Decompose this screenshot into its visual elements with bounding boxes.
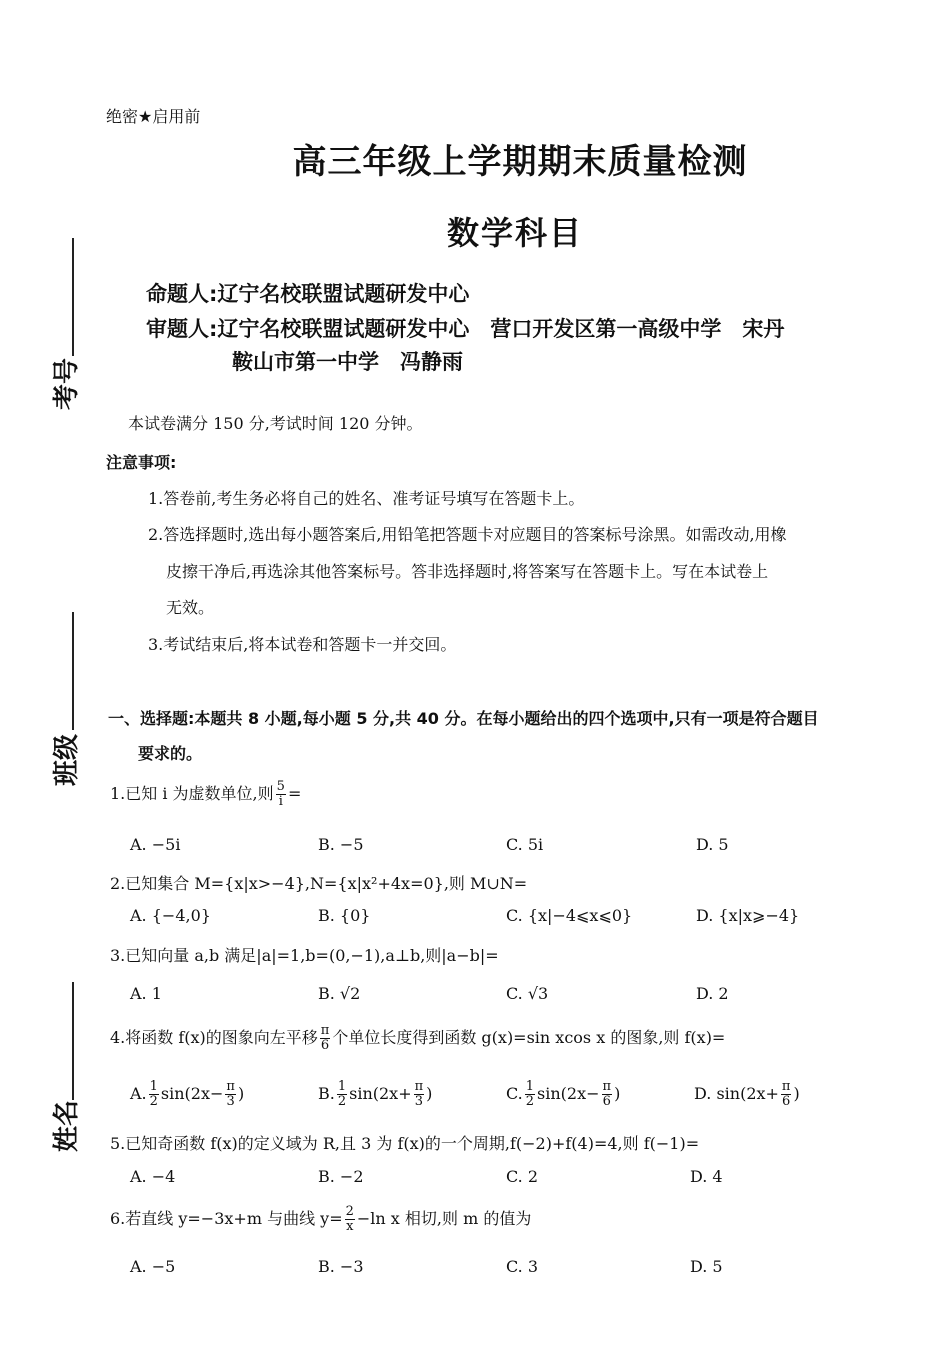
q2-option-b: B. {0} xyxy=(318,906,371,925)
notice-item-3: 3.考试结束后,将本试卷和答题卡一并交回。 xyxy=(148,635,457,654)
q4-c-body: sin(2x− xyxy=(537,1084,600,1103)
exam-no-label: 考号 xyxy=(52,357,82,410)
q4-a-letter: A. xyxy=(130,1084,147,1103)
confidential-mark: 绝密★启用前 xyxy=(106,107,201,126)
q4-option-d xyxy=(694,1080,800,1109)
q5-option-c: C. 2 xyxy=(506,1167,539,1186)
q4-b-letter: B. xyxy=(318,1084,335,1103)
q3-option-c: C. √3 xyxy=(506,984,549,1003)
exam-no-line xyxy=(72,238,74,356)
q1-option-b: B. −5 xyxy=(318,835,364,854)
q4-c-letter: C. xyxy=(506,1084,523,1103)
q4-c-phase-den: 6 xyxy=(602,1094,611,1109)
q4-b-close: ) xyxy=(426,1084,433,1103)
reviewer-label: 审题人: xyxy=(146,317,218,341)
q1-num: 5 xyxy=(276,779,285,794)
q4-c-phase xyxy=(602,1080,613,1109)
q2-option-c: C. {x|−4⩽x⩽0} xyxy=(506,906,633,925)
q4-c-coef-den: 2 xyxy=(525,1094,535,1109)
q4-c-coef xyxy=(525,1080,535,1109)
q4-b-phase xyxy=(414,1080,425,1109)
q6-num: 2 xyxy=(345,1204,354,1219)
q4-c-phase-num: π xyxy=(602,1079,612,1094)
q3-option-a: A. 1 xyxy=(130,984,162,1003)
section-heading: 一、选择题:本题共 8 小题,每小题 5 分,共 40 分。在每小题给出的四个选项中,只有一项是符合题目 xyxy=(108,709,819,728)
reviewer-value: 辽宁名校联盟试题研发中心 营口开发区第一高级中学 宋丹 xyxy=(217,317,785,341)
setter-label: 命题人: xyxy=(146,282,218,306)
notice-title: 注意事项: xyxy=(106,453,177,472)
q4-a-coef-den: 2 xyxy=(149,1094,158,1109)
q4-b-coef-den: 2 xyxy=(337,1094,347,1109)
q4-option-c xyxy=(506,1080,620,1109)
q6-option-a: A. −5 xyxy=(130,1257,176,1276)
q1-option-d: D. 5 xyxy=(696,835,729,854)
q6-stem: 6.若直线 y=−3x+m 与曲线 y= xyxy=(110,1209,343,1228)
q3-option-d: D. 2 xyxy=(696,984,729,1003)
q4-b-coef xyxy=(337,1080,347,1109)
q5-option-b: B. −2 xyxy=(318,1167,364,1186)
q1-option-a: A. −5i xyxy=(130,835,181,854)
question-6 xyxy=(110,1205,531,1234)
q4-b-phase-den: 3 xyxy=(414,1094,424,1109)
question-4 xyxy=(110,1024,725,1053)
q6-fraction xyxy=(345,1205,355,1234)
q4-c-close: ) xyxy=(614,1084,621,1103)
exam-subject: 数学科目 xyxy=(446,214,583,252)
q4-a-coef xyxy=(149,1080,159,1109)
q6-stem-end: −ln x 相切,则 m 的值为 xyxy=(356,1209,532,1228)
q1-eq: = xyxy=(287,784,302,803)
q4-a-phase xyxy=(225,1080,236,1109)
reviewer-line xyxy=(146,313,784,343)
q4-den: 6 xyxy=(320,1038,330,1053)
q1-fraction xyxy=(276,780,286,809)
q4-fraction xyxy=(320,1024,331,1053)
q4-a-coef-num: 1 xyxy=(149,1079,158,1094)
question-1 xyxy=(110,780,301,809)
q2-option-a: A. {−4,0} xyxy=(130,906,211,925)
notice-item-2-cont: 皮擦干净后,再选涂其他答案标号。答非选择题时,将答案写在答题卡上。写在本试卷上 xyxy=(166,562,769,581)
q4-d-phase xyxy=(781,1080,792,1109)
question-5: 5.已知奇函数 f(x)的定义域为 R,且 3 为 f(x)的一个周期,f(−2)+f(4)=4,则 f(−1)= xyxy=(110,1134,700,1153)
q4-d-close: ) xyxy=(793,1084,800,1103)
notice-item-2: 2.答选择题时,选出每小题答案后,用铅笔把答题卡对应题目的答案标号涂黑。如需改动,用橡 xyxy=(148,525,787,544)
setter-line xyxy=(146,278,469,308)
q1-stem: 1.已知 i 为虚数单位,则 xyxy=(110,784,274,803)
q1-option-c: C. 5i xyxy=(506,835,544,854)
q4-a-body: sin(2x− xyxy=(160,1084,224,1103)
q5-option-d: D. 4 xyxy=(690,1167,723,1186)
exam-title: 高三年级上学期期末质量检测 xyxy=(292,142,748,182)
q4-b-body: sin(2x+ xyxy=(349,1084,412,1103)
q4-d-phase-num: π xyxy=(781,1079,791,1094)
q4-d-phase-den: 6 xyxy=(782,1094,791,1109)
q4-d-letter: D. xyxy=(694,1084,712,1103)
q4-a-phase-den: 3 xyxy=(226,1094,235,1109)
q4-b-coef-num: 1 xyxy=(337,1079,347,1094)
q6-option-c: C. 3 xyxy=(506,1257,539,1276)
q2-option-d: D. {x|x⩾−4} xyxy=(696,906,800,925)
q4-a-close: ) xyxy=(237,1084,245,1103)
q4-stem: 4.将函数 f(x)的图象向左平移 xyxy=(110,1028,318,1047)
question-2: 2.已知集合 M={x|x>−4},N={x|x²+4x=0},则 M∪N= xyxy=(110,874,528,893)
reviewer-line-2: 鞍山市第一中学 冯静雨 xyxy=(232,350,463,374)
q4-c-coef-num: 1 xyxy=(525,1079,535,1094)
q4-b-phase-num: π xyxy=(414,1079,424,1094)
q4-option-b xyxy=(318,1080,432,1109)
name-line xyxy=(72,982,74,1100)
exam-intro: 本试卷满分 150 分,考试时间 120 分钟。 xyxy=(128,414,423,433)
class-line xyxy=(72,612,74,730)
q6-den: x xyxy=(346,1219,354,1234)
class-label: 班级 xyxy=(52,733,82,786)
setter-value: 辽宁名校联盟试题研发中心 xyxy=(217,282,470,306)
q5-option-a: A. −4 xyxy=(130,1167,176,1186)
q3-option-b: B. √2 xyxy=(318,984,361,1003)
section-heading-cont: 要求的。 xyxy=(138,744,203,763)
q6-option-d: D. 5 xyxy=(690,1257,723,1276)
q4-d-body: sin(2x+ xyxy=(716,1084,779,1103)
q4-stem-end: 个单位长度得到函数 g(x)=sin xcos x 的图象,则 f(x)= xyxy=(332,1028,726,1047)
q1-den: i xyxy=(278,794,283,809)
q4-a-phase-num: π xyxy=(226,1079,235,1094)
question-3: 3.已知向量 a,b 满足|a|=1,b=(0,−1),a⊥b,则|a−b|= xyxy=(110,946,499,965)
notice-item-1: 1.答卷前,考生务必将自己的姓名、准考证号填写在答题卡上。 xyxy=(148,489,585,508)
q4-num: π xyxy=(320,1023,330,1038)
q4-option-a xyxy=(130,1080,244,1109)
q6-option-b: B. −3 xyxy=(318,1257,364,1276)
notice-item-2-end: 无效。 xyxy=(166,598,215,617)
name-label: 姓名 xyxy=(52,1099,82,1152)
